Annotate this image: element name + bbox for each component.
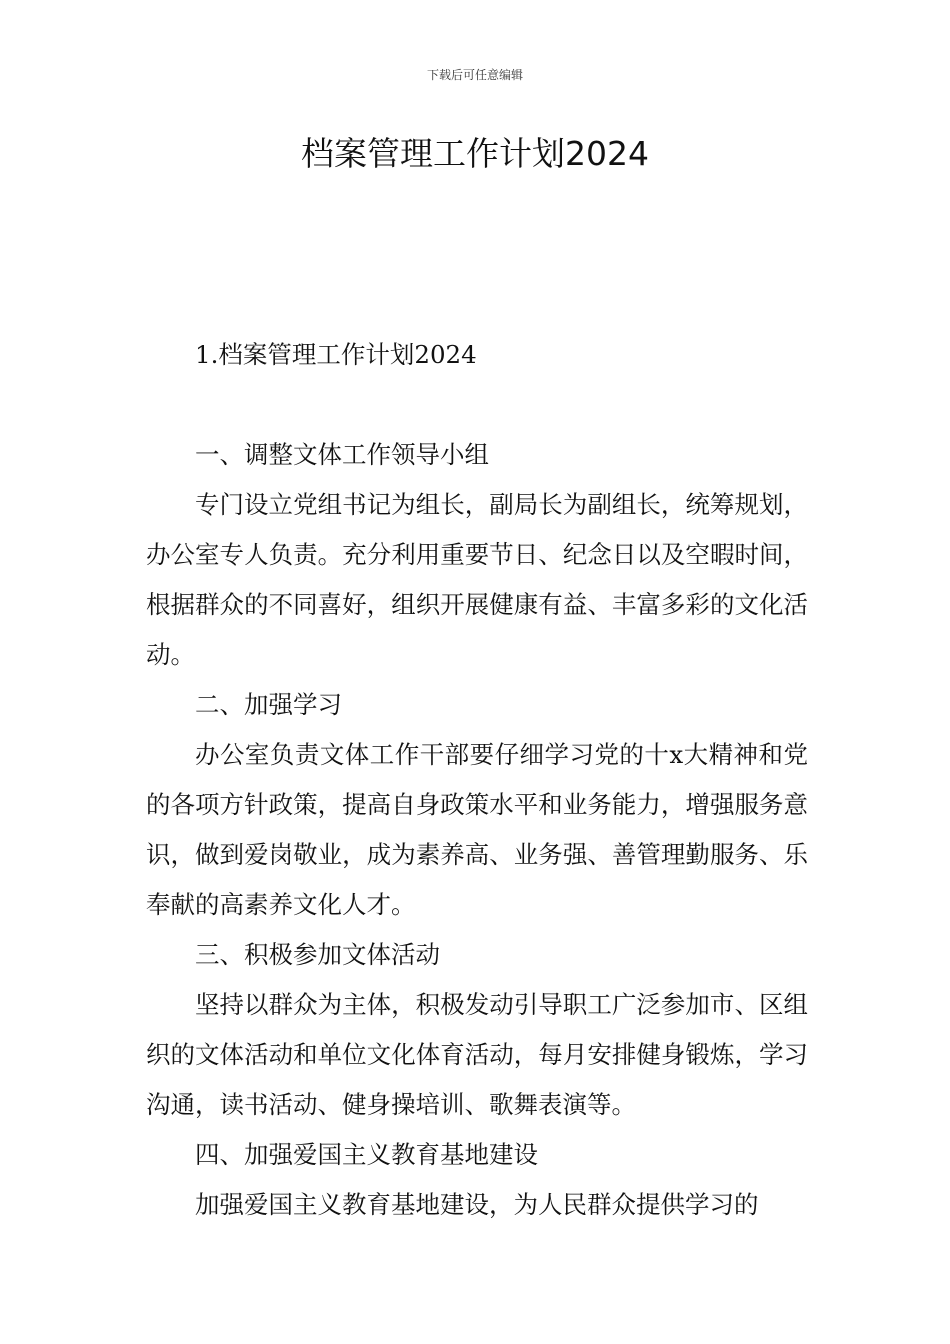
page-header-note: 下载后可任意编辑 bbox=[426, 68, 523, 82]
section-subtitle: 1.档案管理工作计划2024 bbox=[195, 340, 477, 369]
heading-education-base: 四、加强爱国主义教育基地建设 bbox=[195, 1140, 538, 1169]
heading-strengthen-study: 二、加强学习 bbox=[195, 690, 342, 719]
heading-join-activities: 三、积极参加文体活动 bbox=[195, 940, 440, 969]
document-title: 档案管理工作计划2024 bbox=[301, 134, 649, 173]
document-body bbox=[146, 330, 808, 1230]
paragraph-study: 办公室负责文体工作干部要仔细学习党的十x大精神和党的各项方针政策，提高自身政策水平和业务能力，增强服务意识，做到爱岗敬业，成为素养高、业务强、善管理勤服务、乐奉献的高素养文化人才。 bbox=[146, 740, 808, 919]
paragraph-leading-group: 专门设立党组书记为组长，副局长为副组长，统筹规划，办公室专人负责。充分利用重要节日、纪念日以及空暇时间，根据群众的不同喜好，组织开展健康有益、丰富多彩的文化活动。 bbox=[146, 490, 808, 669]
heading-adjust-leading-group: 一、调整文体工作领导小组 bbox=[195, 440, 489, 469]
paragraph-activities: 坚持以群众为主体，积极发动引导职工广泛参加市、区组织的文体活动和单位文化体育活动，每月安排健身锻炼，学习沟通，读书活动、健身操培训、歌舞表演等。 bbox=[146, 990, 808, 1119]
paragraph-education-base: 加强爱国主义教育基地建设，为人民群众提供学习的 bbox=[195, 1190, 759, 1219]
